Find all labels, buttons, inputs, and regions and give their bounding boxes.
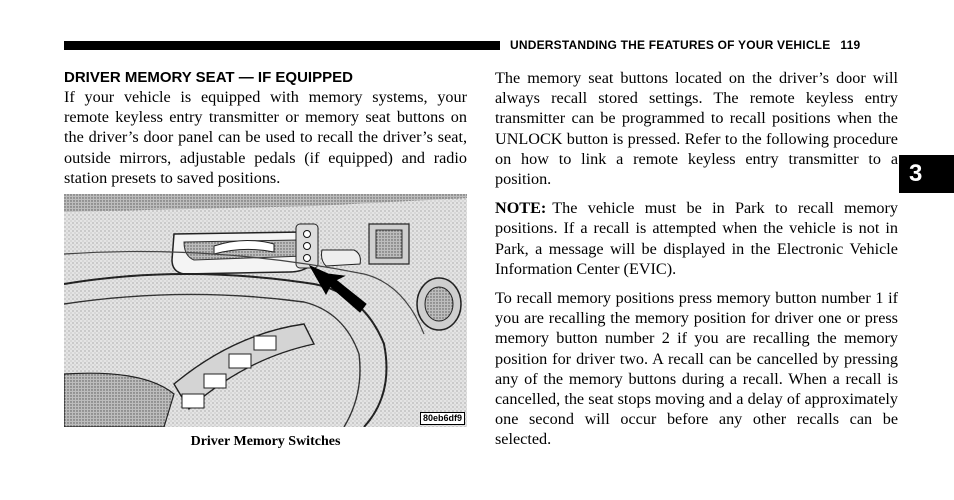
door-panel-illustration <box>64 194 467 427</box>
running-header <box>510 38 860 52</box>
section-heading: DRIVER MEMORY SEAT — IF EQUIPPED <box>64 69 353 86</box>
left-column <box>64 68 467 188</box>
right-column <box>495 68 898 459</box>
figure-caption: Driver Memory Switches <box>190 434 341 449</box>
intro-paragraph: If your vehicle is equipped with memory systems, your remote keyless entry transmitter or memory seat buttons on the driver’s door panel can be used to recall the driver’s seat, outside mirrors, adjustable pedals (if equipped) and radio station presets to saved positions. <box>64 88 467 187</box>
recall-paragraph: To recall memory positions press memory button number 1 if you are recalling the memory position for driver one or press memory button number 2 if you are recalling the memory position for driver two. A recall can be cancelled by pressing any of the memory buttons during a recall. When a recall is cancelled, the seat stops moving and a delay of approximately one second will occur before any other recalls can be selected. <box>495 289 898 449</box>
chapter-tab <box>899 155 954 193</box>
page-number: 119 <box>840 38 861 52</box>
note-paragraph <box>495 198 898 279</box>
header-title: UNDERSTANDING THE FEATURES OF YOUR VEHICLE <box>510 38 831 52</box>
memory-buttons-paragraph: The memory seat buttons located on the driver’s door will always recall stored settings. The remote keyless entry transmitter can be programmed to recall positions when the UNLOCK button is pressed. Refer to the following procedure on how to link a remote keyless entry transmitter to a position. <box>495 69 898 189</box>
figure-id: 80eb6df9 <box>420 412 465 425</box>
header-rule <box>64 41 500 50</box>
note-text: The vehicle must be in Park to recall memory positions. If a recall is attempted when the vehicle is not in Park, a message will be displayed in the Electronic Vehicle Information Center (EVIC). <box>495 199 898 278</box>
chapter-number: 3 <box>909 160 923 187</box>
door-panel-drawing <box>64 194 467 427</box>
note-label: NOTE: <box>495 199 547 218</box>
